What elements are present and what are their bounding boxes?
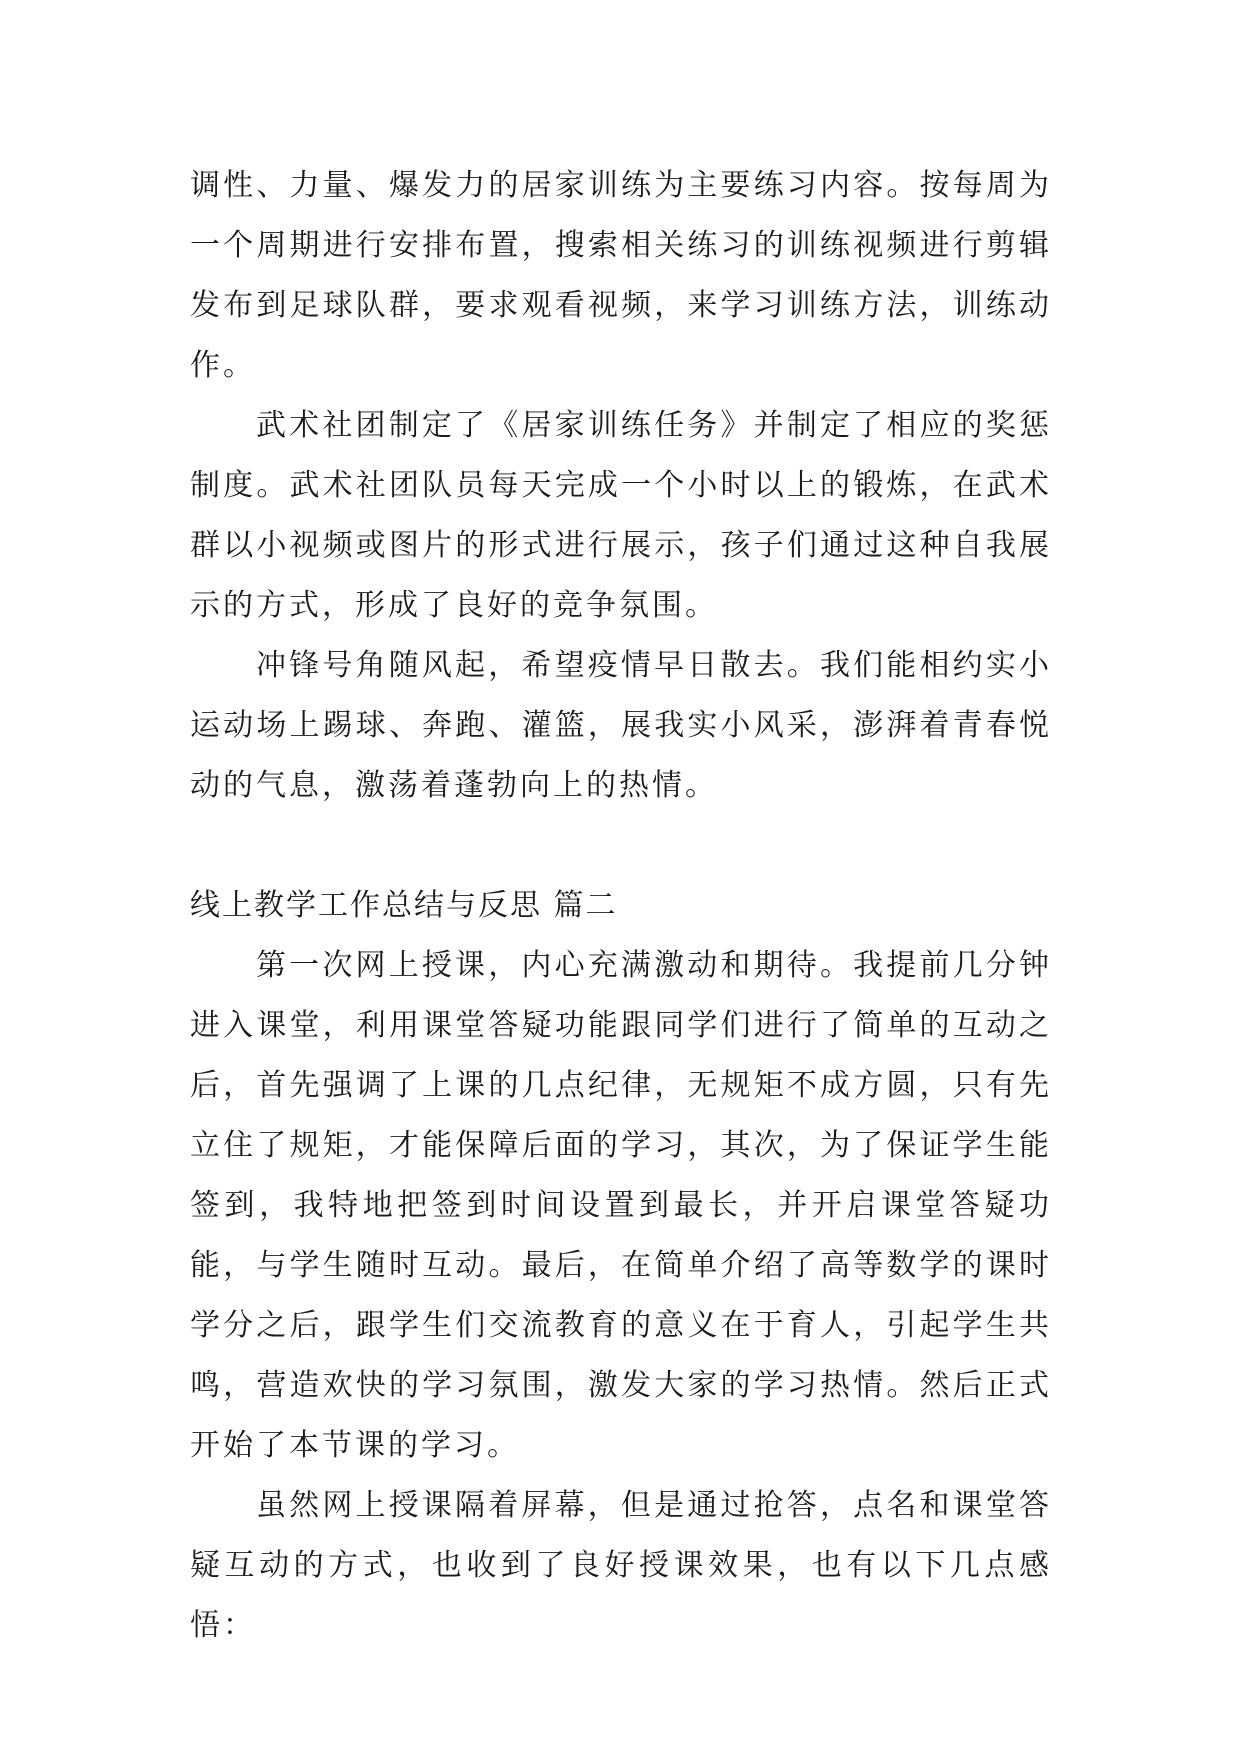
paragraph-bugle-call: 冲锋号角随风起，希望疫情早日散去。我们能相约实小运动场上踢球、奔跑、灌篮，展我实小风采，澎湃着青春悦动的气息，激荡着蓬勃向上的热情。 xyxy=(190,648,1052,803)
document-body xyxy=(190,156,1052,1656)
paragraph-training-content: 调性、力量、爆发力的居家训练为主要练习内容。按每周为一个周期进行安排布置，搜索相关练习的训练视频进行剪辑发布到足球队群，要求观看视频，来学习训练方法，训练动作。 xyxy=(190,168,1052,383)
section-heading: 线上教学工作总结与反思 篇二 xyxy=(190,888,618,923)
paragraph-online-teaching-reflection: 虽然网上授课隔着屏幕，但是通过抢答，点名和课堂答疑互动的方式，也收到了良好授课效果，也有以下几点感悟： xyxy=(190,1488,1052,1643)
paragraph-martial-arts-club: 武术社团制定了《居家训练任务》并制定了相应的奖惩制度。武术社团队员每天完成一个小时以上的锻炼，在武术群以小视频或图片的形式进行展示，孩子们通过这种自我展示的方式，形成了良好的竞争氛围。 xyxy=(190,408,1052,623)
paragraph-first-online-class: 第一次网上授课，内心充满激动和期待。我提前几分钟进入课堂，利用课堂答疑功能跟同学们进行了简单的互动之后，首先强调了上课的几点纪律，无规矩不成方圆，只有先立住了规矩，才能保障后面的学习，其次，为了保证学生能签到，我特地把签到时间设置到最长，并开启课堂答疑功能，与学生随时互动。最后，在简单介绍了高等数学的课时学分之后，跟学生们交流教育的意义在于育人，引起学生共鸣，营造欢快的学习氛围，激发大家的学习热情。然后正式开始了本节课的学习。 xyxy=(190,948,1052,1463)
